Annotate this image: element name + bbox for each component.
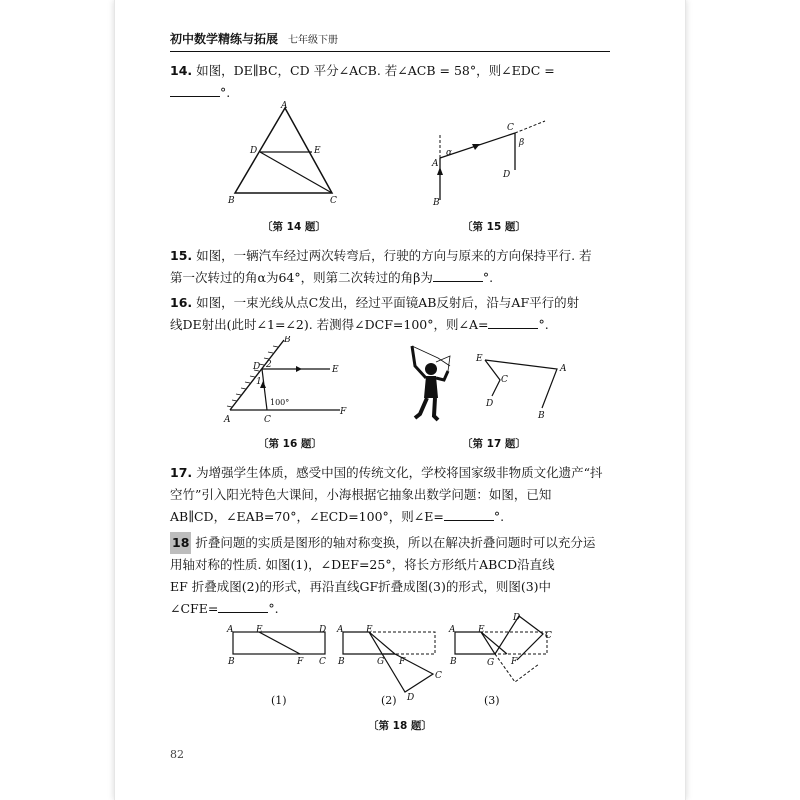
f17-label-b: B [538, 411, 545, 421]
f14-label-c: C [330, 196, 337, 206]
caption-15: 〔第 15 题〕 [462, 221, 526, 233]
f14-label-e: E [314, 146, 321, 156]
f18b-label-c: C [435, 671, 442, 681]
q15-end: °. [482, 270, 494, 285]
f16-label-b: B [284, 336, 291, 345]
f18c-label-a: A [449, 625, 456, 635]
f15-label-b: B [433, 198, 440, 208]
q15-line1: 如图，一辆汽车经过两次转弯后，行驶的方向与原来的方向保持平行. 若 [196, 248, 592, 263]
folded-left-3 [455, 632, 495, 654]
figure-18-1 [225, 620, 335, 670]
f17-label-c: C [501, 375, 508, 385]
f18a-label-b: B [228, 657, 235, 667]
page-number: 82 [170, 748, 184, 761]
q16-number: 16. [170, 295, 193, 310]
f18a-label-e: E [256, 625, 263, 635]
f16-angle-100: 100° [270, 398, 290, 407]
f18b-label-a: A [337, 625, 344, 635]
arrow-de [296, 366, 302, 372]
q18-line4: ∠CFE= [170, 601, 219, 616]
f16-label-f: F [340, 407, 347, 417]
caption-17: 〔第 17 题〕 [462, 438, 526, 450]
q17-line2: 空竹”引入阳光特色大课间，小海根据它抽象出数学问题：如图，已知 [170, 487, 552, 502]
q17-end: °. [493, 509, 505, 524]
f15-label-a: A [432, 159, 439, 169]
f17-label-a: A [560, 364, 567, 374]
f17-label-d: D [486, 399, 494, 409]
question-14 [170, 60, 610, 104]
f16-label-e: E [332, 365, 339, 375]
f17-path-ea-b [485, 360, 557, 408]
q14-text: 如图，DE∥BC，CD 平分∠ACB. 若∠ACB = 58°，则∠EDC = [196, 63, 555, 78]
f18c-label-c: C [545, 631, 552, 641]
q17-line3: AB∥CD，∠EAB=70°，∠ECD=100°，则∠E= [170, 509, 444, 524]
figure-17 [400, 336, 580, 431]
f17-path-ec-d [485, 360, 500, 396]
f15-label-beta: β [519, 138, 525, 148]
question-15 [170, 245, 610, 289]
caption-16: 〔第 16 题〕 [258, 438, 322, 450]
f18c-label-g: G [487, 658, 495, 668]
f18b-label-b: B [338, 657, 345, 667]
f18c-label-d: D [513, 613, 521, 623]
q17-answer-blank[interactable] [444, 508, 494, 521]
question-16 [170, 292, 610, 336]
f16-label-1: 1 [256, 377, 262, 387]
q14-answer-blank[interactable] [170, 84, 220, 97]
figure-16 [222, 336, 362, 426]
caption-18-1: (1) [271, 694, 287, 707]
book-subtitle: 七年级下册 [288, 35, 339, 46]
caption-18-2: (2) [381, 694, 397, 707]
f18a-label-f: F [297, 657, 304, 667]
figure-18-3 [447, 612, 557, 692]
f18b-label-g: G [377, 657, 385, 667]
running-header [170, 30, 338, 47]
f15-label-alpha: α [446, 148, 453, 158]
f18b-label-d: D [407, 693, 415, 700]
f16-label-c: C [264, 415, 271, 425]
f18a-label-a: A [227, 625, 234, 635]
orig-rect [343, 632, 435, 654]
q18-line2: 用轴对称的性质. 如图(1)，∠DEF=25°，将长方形纸片ABCD沿直线 [170, 557, 555, 572]
q15-line2: 第一次转过的角α为64°，则第二次转过的角β为 [170, 270, 433, 285]
q18-end: °. [268, 601, 279, 616]
q17-number: 17. [170, 465, 193, 480]
f16-label-2: 2 [266, 360, 272, 370]
figure-18-2 [335, 620, 445, 700]
folded-left [343, 632, 395, 654]
header-rule [170, 51, 610, 52]
f16-label-d: D [253, 362, 261, 372]
figure-14 [220, 100, 350, 210]
q16-answer-blank[interactable] [488, 316, 538, 329]
question-17 [170, 462, 610, 528]
q18-line3: EF 折叠成图(2)的形式，再沿直线GF折叠成图(3)的形式，则图(3)中 [170, 579, 552, 594]
f18a-label-d: D [319, 625, 327, 635]
f18b-label-f: F [399, 657, 406, 667]
q14-number: 14. [170, 63, 193, 78]
book-title: 初中数学精练与拓展 [170, 32, 279, 46]
ray-cd [262, 369, 267, 410]
f15-label-c: C [507, 123, 514, 133]
q18-line1: 折叠问题的实质是图形的轴对称变换，所以在解决折叠问题时可以充分运 [195, 535, 596, 550]
diabolo-player-silhouette [412, 346, 450, 420]
q18-answer-blank[interactable] [218, 600, 268, 613]
f15-label-d: D [503, 170, 511, 180]
f18c-label-b: B [450, 657, 457, 667]
caption-18-3: (3) [484, 694, 500, 707]
f14-label-a: A [281, 101, 288, 111]
q14-end: °. [220, 85, 231, 100]
figure-15 [420, 115, 560, 210]
q17-line1: 为增强学生体质，感受中国的传统文化，学校将国家级非物质文化遗产“抖 [196, 465, 603, 480]
q16-end: °. [538, 317, 549, 332]
f18b-label-e: E [366, 625, 373, 635]
caption-18: 〔第 18 题〕 [368, 720, 432, 732]
fold-ef [259, 632, 300, 654]
f17-label-e: E [476, 354, 483, 364]
q18-number: 18 [170, 532, 191, 554]
q15-number: 15. [170, 248, 193, 263]
f18a-label-c: C [319, 657, 326, 667]
q16-line2: 线DE射出(此时∠1=∠2). 若测得∠DCF=100°，则∠A= [170, 317, 489, 332]
q16-line1: 如图，一束光线从点C发出，经过平面镜AB反射后，沿与AF平行的射 [196, 295, 580, 310]
q15-answer-blank[interactable] [433, 269, 483, 282]
dash-c [515, 121, 545, 133]
f16-label-a: A [224, 415, 231, 425]
f18c-label-f: F [511, 657, 518, 667]
f14-label-b: B [228, 196, 235, 206]
question-18 [170, 532, 610, 620]
caption-14: 〔第 14 题〕 [262, 221, 326, 233]
f14-label-d: D [250, 146, 258, 156]
f18c-label-e: E [478, 625, 485, 635]
